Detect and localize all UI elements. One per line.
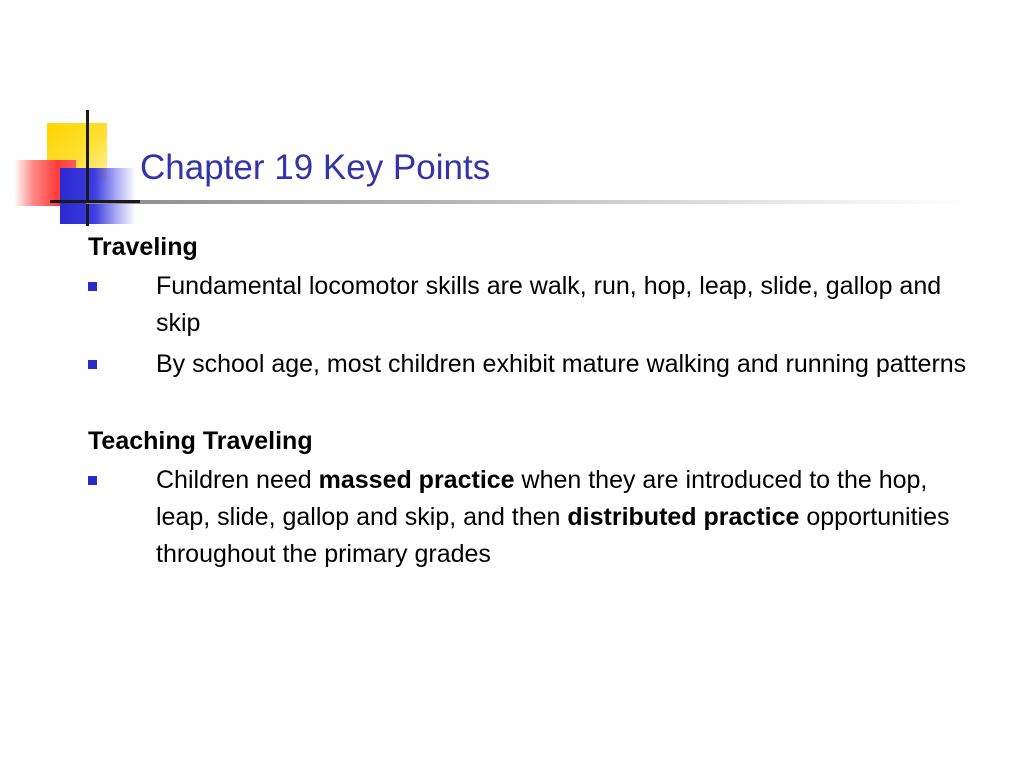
blue-square-decoration [60, 168, 136, 224]
bullet-text-part: when they are introduced to the hop, leap, slide, gallop and skip, and then [156, 466, 928, 531]
square-bullet-icon [88, 282, 97, 291]
section-heading-teaching-traveling: Teaching Traveling [88, 427, 313, 455]
horizontal-line-decoration [50, 200, 140, 203]
bullet-item [88, 268, 968, 342]
square-bullet-icon [88, 476, 97, 485]
vertical-line-decoration [86, 110, 89, 226]
bullet-text-part: Children need [156, 466, 319, 494]
bullet-emphasis-massed-practice: massed practice [318, 466, 515, 494]
slide-body [88, 230, 968, 573]
slide-title: Chapter 19 Key Points [140, 148, 491, 187]
square-bullet-icon [88, 360, 97, 369]
bullet-text: By school age, most children exhibit mature walking and running patterns [156, 350, 967, 378]
bullet-text-part: opportunities throughout the primary grades [156, 503, 950, 568]
bullet-text: Fundamental locomotor skills are walk, run, hop, leap, slide, gallop and skip [156, 272, 942, 337]
bullet-emphasis-distributed-practice: distributed practice [567, 503, 800, 531]
bullet-item [88, 346, 968, 383]
title-underline-rule [86, 200, 966, 204]
bullet-item [88, 462, 968, 573]
section-heading-traveling: Traveling [88, 233, 198, 261]
